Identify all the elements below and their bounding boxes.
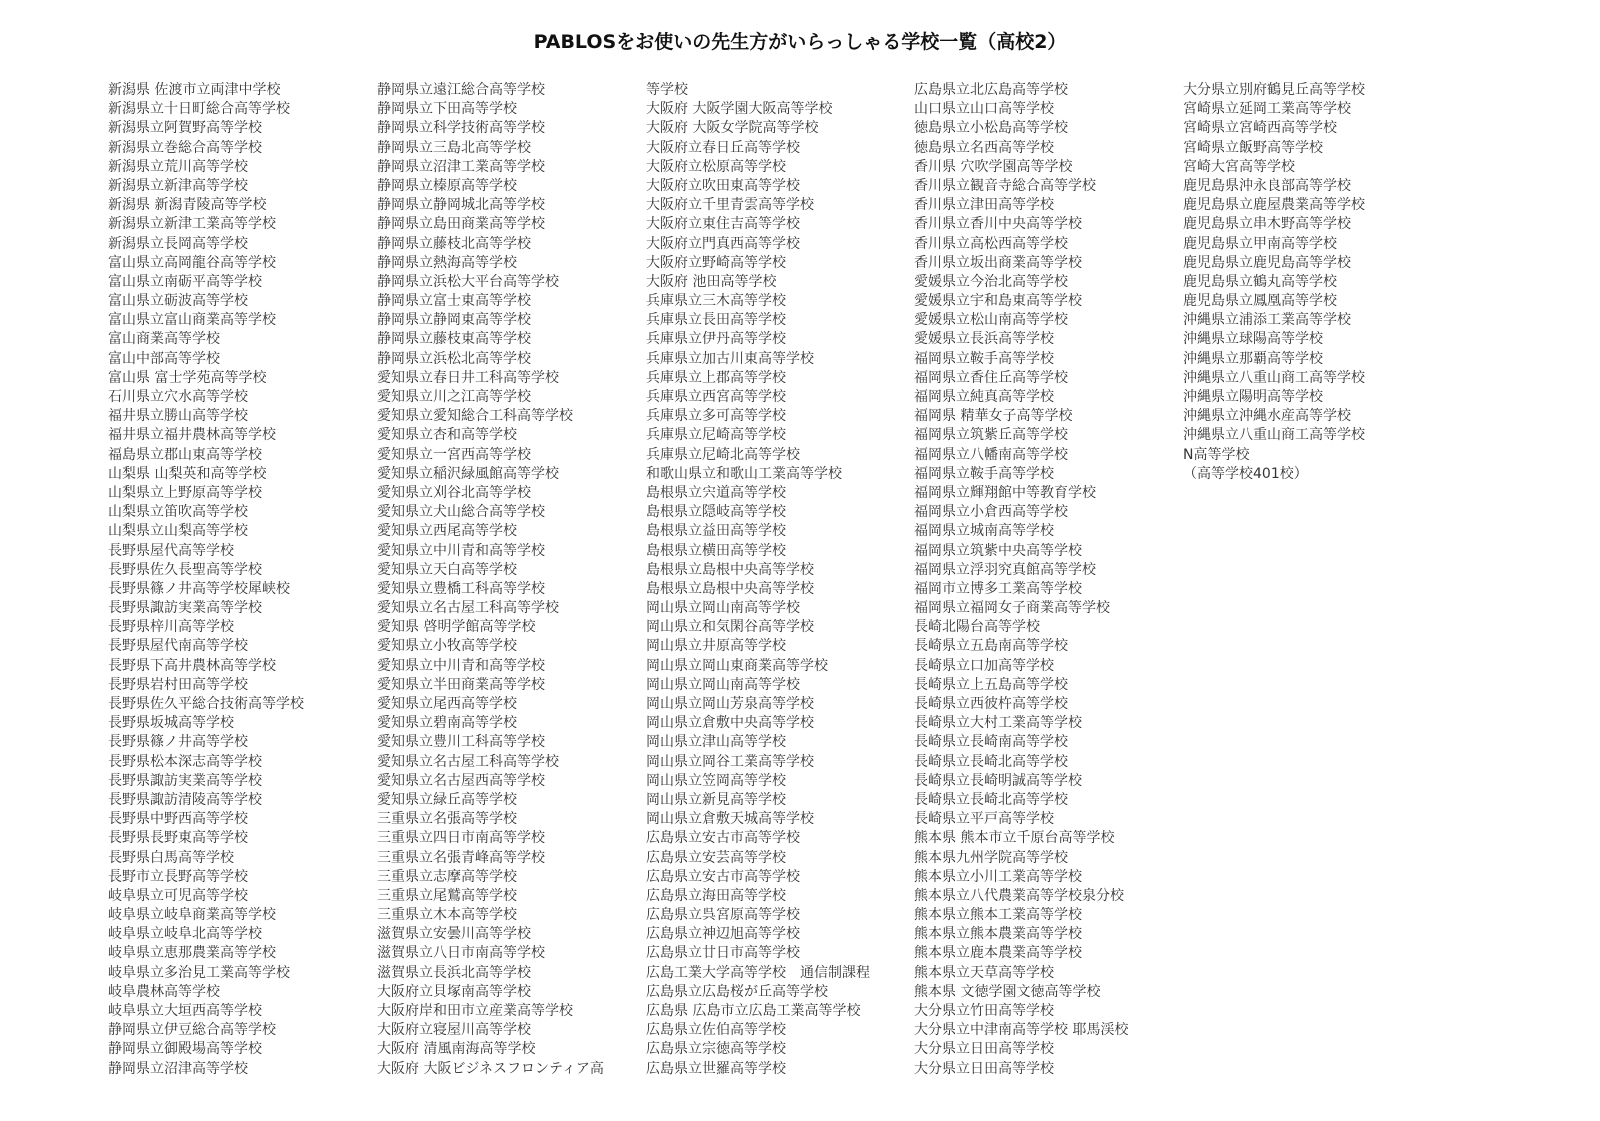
school-list-item: 静岡県立三島北高等学校 (377, 139, 531, 156)
school-list-item: 福岡県立香住丘高等学校 (914, 369, 1068, 386)
school-list-item: 岡山県立岡谷工業高等学校 (646, 753, 814, 770)
school-list-item: 香川県立坂出商業高等学校 (914, 254, 1082, 271)
school-list-item: 兵庫県立尼崎高等学校 (646, 427, 786, 444)
school-list-item: 大分県立中津南高等学校 耶馬渓校 (914, 1022, 1129, 1039)
school-list-item: 熊本県立八代農業高等学校泉分校 (914, 887, 1124, 904)
school-list-item: 静岡県立熱海高等学校 (377, 254, 517, 271)
school-list-item: 愛知県立中川青和高等学校 (377, 657, 545, 674)
school-list-item: 静岡県立遠江総合高等学校 (377, 82, 545, 98)
school-list-item: 鹿児島県立鶴丸高等学校 (1183, 273, 1337, 290)
school-list-item: 愛知県立天白高等学校 (377, 561, 517, 578)
school-list-item: 長野県篠ノ井高等学校 (108, 734, 248, 751)
school-list-item: 富山県立高岡龍谷高等学校 (108, 254, 276, 271)
school-list-item: 山梨県立上野原高等学校 (108, 484, 262, 501)
school-list-item: 等学校 (646, 82, 688, 98)
school-list-item: 新潟県立阿賀野高等学校 (108, 120, 262, 137)
school-list-item: N高等学校 (1183, 446, 1250, 463)
school-list-item: 兵庫県立長田高等学校 (646, 312, 786, 329)
school-list-item: 愛知県 啓明学館高等学校 (377, 619, 536, 636)
school-list-item: 鹿児島県立鹿児島高等学校 (1183, 254, 1351, 271)
school-list-item: 広島県立世羅高等学校 (646, 1060, 786, 1077)
school-list-item: 宮崎県立飯野高等学校 (1183, 139, 1323, 156)
school-list-item: 岡山県立津山高等学校 (646, 734, 786, 751)
school-list-item: 福岡県立浮羽究真館高等学校 (914, 561, 1096, 578)
school-list-item: 長野県中野西高等学校 (108, 811, 248, 828)
school-list-item: 愛媛県立宇和島東高等学校 (914, 293, 1082, 310)
school-list-item: 長野県諏訪実業高等学校 (108, 772, 262, 789)
school-list-item: 沖縄県立沖縄水産高等学校 (1183, 408, 1351, 425)
school-list-item: 大阪府 大阪女学院高等学校 (646, 120, 819, 137)
school-list-item: 大阪府立貝塚南高等学校 (377, 983, 531, 1000)
school-list-item: 大阪府 大阪学園大阪高等学校 (646, 101, 833, 118)
school-list-item: 大阪府立門真西高等学校 (646, 235, 800, 252)
school-list-item: 三重県立名張高等学校 (377, 811, 517, 828)
school-list-item: 福岡県立筑紫丘高等学校 (914, 427, 1068, 444)
school-list-item: 長野県屋代高等学校 (108, 542, 234, 559)
school-list-item: 静岡県立浜松大平台高等学校 (377, 273, 559, 290)
school-list-item: 岐阜県立岐阜商業高等学校 (108, 907, 276, 924)
school-list-item: 福岡県 精華女子高等学校 (914, 408, 1073, 425)
school-list-item: 鹿児島県立鹿屋農業高等学校 (1183, 197, 1365, 214)
school-list-item: 愛知県立川之江高等学校 (377, 389, 531, 405)
school-column-5 (1183, 81, 1365, 484)
school-list-item: 兵庫県立西宮高等学校 (646, 389, 786, 405)
school-list-item: 新潟県 新潟青陵高等学校 (108, 197, 267, 214)
school-list-item: 愛知県立西尾高等学校 (377, 523, 517, 540)
school-list-item: 新潟県立十日町総合高等学校 (108, 101, 290, 118)
school-list-item: 大阪府立野崎高等学校 (646, 254, 786, 271)
school-list-item: 愛知県立愛知総合工科高等学校 (377, 408, 573, 425)
school-list-item: 兵庫県立加古川東高等学校 (646, 350, 814, 367)
school-list-item: 岐阜農林高等学校 (108, 983, 220, 1000)
school-column-2 (377, 81, 604, 1079)
school-list-item: 香川県立高松西高等学校 (914, 235, 1068, 252)
school-list-item: （高等学校401校） (1183, 465, 1308, 482)
school-list-item: 長野県佐久平総合技術高等学校 (108, 696, 304, 712)
school-list-item: 岡山県立岡山東商業高等学校 (646, 657, 828, 674)
school-list-item: 宮崎県立宮崎西高等学校 (1183, 120, 1337, 137)
school-list-item: 鹿児島県沖永良部高等学校 (1183, 177, 1351, 194)
school-list-item: 愛媛県立長浜高等学校 (914, 331, 1054, 348)
school-list-item: 広島県立安古市高等学校 (646, 830, 800, 847)
school-list-item: 長崎県立大村工業高等学校 (914, 715, 1082, 732)
school-list-item: 熊本県立天草高等学校 (914, 964, 1054, 981)
school-list-item: 長野県諏訪清陵高等学校 (108, 791, 262, 808)
school-list-item: 岡山県立倉敷天城高等学校 (646, 811, 814, 828)
school-list-item: 静岡県立下田高等学校 (377, 101, 517, 118)
school-list-item: 愛媛県立松山南高等学校 (914, 312, 1068, 329)
school-list-item: 香川県立観音寺総合高等学校 (914, 177, 1096, 194)
school-list-item: 滋賀県立安曇川高等学校 (377, 926, 531, 943)
school-list-item: 新潟県立新津高等学校 (108, 177, 248, 194)
school-list-item: 長野県諏訪実業高等学校 (108, 600, 262, 617)
school-list-item: 山梨県立山梨高等学校 (108, 523, 248, 540)
school-list-item: 静岡県立伊豆総合高等学校 (108, 1022, 276, 1039)
school-list-item: 長崎県立口加高等学校 (914, 657, 1054, 674)
school-list-item: 福岡県立福岡女子商業高等学校 (914, 600, 1110, 617)
school-list-item: 大阪府立春日丘高等学校 (646, 139, 800, 156)
school-list-item: 大分県立竹田高等学校 (914, 1003, 1054, 1019)
school-list-item: 岐阜県立岐阜北高等学校 (108, 926, 262, 943)
school-list-item: 愛媛県立今治北高等学校 (914, 273, 1068, 290)
school-list-item: 岐阜県立多治見工業高等学校 (108, 964, 290, 981)
school-list-item: 沖縄県立八重山商工高等学校 (1183, 369, 1365, 386)
school-list-item: 岐阜県立恵那農業高等学校 (108, 945, 276, 962)
school-list-item: 熊本県立小川工業高等学校 (914, 868, 1082, 885)
school-list-item: 長野県坂城高等学校 (108, 715, 234, 732)
school-list-item: 三重県立四日市南高等学校 (377, 830, 545, 847)
school-column-3 (646, 81, 870, 1079)
school-list-item: 静岡県立科学技術高等学校 (377, 120, 545, 137)
school-list-item: 広島県立宗徳高等学校 (646, 1041, 786, 1058)
school-list-item: 岡山県立井原高等学校 (646, 638, 786, 655)
school-list-item: 富山県立富山商業高等学校 (108, 312, 276, 329)
school-list-item: 長野県篠ノ井高等学校犀峡校 (108, 580, 290, 597)
school-list-item: 長野県岩村田高等学校 (108, 676, 248, 693)
school-list-item: 長崎県立長崎南高等学校 (914, 734, 1068, 751)
school-list-item: 兵庫県立尼崎北高等学校 (646, 446, 800, 463)
school-list-item: 福岡県立輝翔館中等教育学校 (914, 484, 1096, 501)
school-list-item: 広島県立海田高等学校 (646, 887, 786, 904)
school-list-item: 山梨県 山梨英和高等学校 (108, 465, 267, 482)
school-list-item: 香川県立香川中央高等学校 (914, 216, 1082, 233)
school-list-item: 山口県立山口高等学校 (914, 101, 1054, 118)
school-list-item: 愛知県立豊橋工科高等学校 (377, 580, 545, 597)
school-list-item: 岡山県立倉敷中央高等学校 (646, 715, 814, 732)
school-list-item: 長崎県立長崎北高等学校 (914, 753, 1068, 770)
school-list-item: 愛知県立豊川工科高等学校 (377, 734, 545, 751)
school-list-item: 熊本県 文徳学園文徳高等学校 (914, 983, 1101, 1000)
school-list-item: 長野県屋代南高等学校 (108, 638, 248, 655)
school-list-item: 広島県立広島桜が丘高等学校 (646, 983, 828, 1000)
school-list-item: 沖縄県立那覇高等学校 (1183, 350, 1323, 367)
school-list-item: 愛知県立犬山総合高等学校 (377, 504, 545, 521)
school-list-item: 島根県立隠岐高等学校 (646, 504, 786, 521)
school-list-item: 長野県白馬高等学校 (108, 849, 234, 866)
school-list-item: 長崎県立上五島高等学校 (914, 676, 1068, 693)
school-list-item: 兵庫県立多可高等学校 (646, 408, 786, 425)
school-list-item: 福岡県立八幡南高等学校 (914, 446, 1068, 463)
school-list-item: 島根県立横田高等学校 (646, 542, 786, 559)
school-list-item: 静岡県立静岡城北高等学校 (377, 197, 545, 214)
school-list-item: 新潟県立巻総合高等学校 (108, 139, 262, 156)
school-list-item: 愛知県立尾西高等学校 (377, 696, 517, 712)
school-list-item: 福岡県立城南高等学校 (914, 523, 1054, 540)
school-list-item: 鹿児島県立串木野高等学校 (1183, 216, 1351, 233)
school-list-item: 大阪府立東住吉高等学校 (646, 216, 800, 233)
school-list-item: 愛知県立春日井工科高等学校 (377, 369, 559, 386)
school-list-item: 岡山県立岡山芳泉高等学校 (646, 696, 814, 712)
school-list-item: 福岡県立鞍手高等学校 (914, 350, 1054, 367)
school-list-item: 愛知県立名古屋工科高等学校 (377, 753, 559, 770)
school-list-item: 愛知県立杏和高等学校 (377, 427, 517, 444)
page-title: PABLOSをお使いの先生方がいらっしゃる学校一覧（高校2） (533, 31, 1067, 53)
school-list-item: 兵庫県立伊丹高等学校 (646, 331, 786, 348)
school-list-item: 岐阜県立可児高等学校 (108, 887, 248, 904)
school-list-item: 長野県松本深志高等学校 (108, 753, 262, 770)
school-list-item: 島根県立宍道高等学校 (646, 484, 786, 501)
school-list-item: 三重県立志摩高等学校 (377, 868, 517, 885)
school-list-item: 静岡県立島田商業高等学校 (377, 216, 545, 233)
school-list-item: 長野県下高井農林高等学校 (108, 657, 276, 674)
school-list-item: 長野市立長野高等学校 (108, 868, 248, 885)
school-list-item: 長崎県立西彼杵高等学校 (914, 696, 1068, 712)
school-list-item: 長野県梓川高等学校 (108, 619, 234, 636)
school-list-item: 愛知県立名古屋西高等学校 (377, 772, 545, 789)
school-list-item: 岡山県立岡山南高等学校 (646, 600, 800, 617)
school-list-item: 大分県立日田高等学校 (914, 1041, 1054, 1058)
school-list-item: 熊本県立鹿本農業高等学校 (914, 945, 1082, 962)
school-list-item: 静岡県立浜松北高等学校 (377, 350, 531, 367)
school-list-item: 静岡県立御殿場高等学校 (108, 1041, 262, 1058)
school-list-item: 富山商業高等学校 (108, 331, 220, 348)
school-list-item: 広島県立北広島高等学校 (914, 82, 1068, 98)
school-list-item: 大分県立別府鶴見丘高等学校 (1183, 82, 1365, 98)
school-list-item: 愛知県立中川青和高等学校 (377, 542, 545, 559)
school-list-item: 岐阜県立大垣西高等学校 (108, 1003, 262, 1019)
school-list-item: 静岡県立富士東高等学校 (377, 293, 531, 310)
school-list-item: 愛知県立碧南高等学校 (377, 715, 517, 732)
school-list-item: 大阪府立吹田東高等学校 (646, 177, 800, 194)
school-list-item: 静岡県立沼津工業高等学校 (377, 158, 545, 175)
school-list-item: 新潟県立荒川高等学校 (108, 158, 248, 175)
school-list-item: 広島県立安芸高等学校 (646, 849, 786, 866)
school-list-item: 熊本県立熊本工業高等学校 (914, 907, 1082, 924)
school-list-item: 大阪府岸和田市立産業高等学校 (377, 1003, 573, 1019)
school-list-item: 三重県立尾鷲高等学校 (377, 887, 517, 904)
school-list-item: 広島工業大学高等学校 通信制課程 (646, 964, 870, 981)
school-list-item: 徳島県立小松島高等学校 (914, 120, 1068, 137)
school-list-item: 滋賀県立長浜北高等学校 (377, 964, 531, 981)
school-list-item: 大阪府 池田高等学校 (646, 273, 777, 290)
school-list-item: 静岡県立藤枝東高等学校 (377, 331, 531, 348)
school-list-item: 愛知県立半田商業高等学校 (377, 676, 545, 693)
school-list-item: 福岡県立小倉西高等学校 (914, 504, 1068, 521)
school-list-item: 岡山県立新見高等学校 (646, 791, 786, 808)
school-list-item: 石川県立穴水高等学校 (108, 389, 248, 405)
school-list-item: 沖縄県立八重山商工高等学校 (1183, 427, 1365, 444)
school-list-item: 長崎北陽台高等学校 (914, 619, 1040, 636)
school-list-item: 富山県立南砺平高等学校 (108, 273, 262, 290)
school-list-item: 島根県立島根中央高等学校 (646, 561, 814, 578)
school-list-item: 大阪府立松原高等学校 (646, 158, 786, 175)
school-list-item: 長野県長野東高等学校 (108, 830, 248, 847)
school-list-item: 滋賀県立八日市南高等学校 (377, 945, 545, 962)
school-list-item: 兵庫県立上郡高等学校 (646, 369, 786, 386)
school-list-item: 富山県立砺波高等学校 (108, 293, 248, 310)
school-list-item: 福岡県立筑紫中央高等学校 (914, 542, 1082, 559)
school-list-item: 鹿児島県立甲南高等学校 (1183, 235, 1337, 252)
school-list-item: 岡山県立笠岡高等学校 (646, 772, 786, 789)
school-list-item: 山梨県立笛吹高等学校 (108, 504, 248, 521)
school-list-item: 大阪府 清風南海高等学校 (377, 1041, 536, 1058)
school-column-1 (108, 81, 304, 1079)
school-list-item: 大阪府立千里青雲高等学校 (646, 197, 814, 214)
school-list-item: 三重県立木本高等学校 (377, 907, 517, 924)
school-list-item: 静岡県立静岡東高等学校 (377, 312, 531, 329)
school-list-item: 長崎県立五島南高等学校 (914, 638, 1068, 655)
school-list-item: 静岡県立藤枝北高等学校 (377, 235, 531, 252)
school-list-item: 富山中部高等学校 (108, 350, 220, 367)
school-list-item: 兵庫県立三木高等学校 (646, 293, 786, 310)
school-list-item: 愛知県立小牧高等学校 (377, 638, 517, 655)
school-list-item: 新潟県 佐渡市立両津中学校 (108, 82, 281, 98)
school-list-item: 島根県立島根中央高等学校 (646, 580, 814, 597)
school-list-item: 徳島県立名西高等学校 (914, 139, 1054, 156)
school-list-item: 広島県立安古市高等学校 (646, 868, 800, 885)
school-list-item: 三重県立名張青峰高等学校 (377, 849, 545, 866)
school-list-item: 島根県立益田高等学校 (646, 523, 786, 540)
school-list-item: 新潟県立長岡高等学校 (108, 235, 248, 252)
school-list-item: 愛知県立一宮西高等学校 (377, 446, 531, 463)
school-list-item: 長野県佐久長聖高等学校 (108, 561, 262, 578)
school-list-item: 長崎県立平戸高等学校 (914, 811, 1054, 828)
school-list-item: 熊本県立熊本農業高等学校 (914, 926, 1082, 943)
school-list-item: 鹿児島県立鳳凰高等学校 (1183, 293, 1337, 310)
school-list-item: 宮崎県立延岡工業高等学校 (1183, 101, 1351, 118)
school-list-item: 広島県立佐伯高等学校 (646, 1022, 786, 1039)
school-list-item: 愛知県立名古屋工科高等学校 (377, 600, 559, 617)
school-list-item: 大阪府 大阪ビジネスフロンティア高 (377, 1060, 604, 1077)
school-list-item: 広島県立呉宮原高等学校 (646, 907, 800, 924)
school-list-item: 熊本県九州学院高等学校 (914, 849, 1068, 866)
school-list-item: 岡山県立和気閑谷高等学校 (646, 619, 814, 636)
school-list-item: 福岡県立純真高等学校 (914, 389, 1054, 405)
school-list-item: 福島県立郡山東高等学校 (108, 446, 262, 463)
school-list-item: 熊本県 熊本市立千原台高等学校 (914, 830, 1115, 847)
school-list-item: 福岡市立博多工業高等学校 (914, 580, 1082, 597)
school-list-item: 長崎県立長崎明誠高等学校 (914, 772, 1082, 789)
school-list-item: 沖縄県立浦添工業高等学校 (1183, 312, 1351, 329)
school-list-item: 大分県立日田高等学校 (914, 1060, 1054, 1077)
school-list-item: 沖縄県立陽明高等学校 (1183, 389, 1323, 405)
school-list-item: 大阪府立寝屋川高等学校 (377, 1022, 531, 1039)
school-list-item: 富山県 富士学苑高等学校 (108, 369, 267, 386)
school-list-item: 広島県立神辺旭高等学校 (646, 926, 800, 943)
school-list-item: 香川県 穴吹学園高等学校 (914, 158, 1073, 175)
school-list-item: 広島県立廿日市高等学校 (646, 945, 800, 962)
school-list-item: 広島県 広島市立広島工業高等学校 (646, 1003, 861, 1019)
school-list-item: 福井県立福井農林高等学校 (108, 427, 276, 444)
school-list-item: 沖縄県立球陽高等学校 (1183, 331, 1323, 348)
school-column-4 (914, 81, 1128, 1079)
school-list-item: 静岡県立榛原高等学校 (377, 177, 517, 194)
school-list-item: 福岡県立鞍手高等学校 (914, 465, 1054, 482)
school-list-item: 愛知県立緑丘高等学校 (377, 791, 517, 808)
school-list-item: 福井県立勝山高等学校 (108, 408, 248, 425)
school-list-item: 宮崎大宮高等学校 (1183, 158, 1295, 175)
school-list-item: 新潟県立新津工業高等学校 (108, 216, 276, 233)
school-list-item: 和歌山県立和歌山工業高等学校 (646, 465, 842, 482)
school-list-item: 長崎県立長崎北高等学校 (914, 791, 1068, 808)
school-list-item: 愛知県立刈谷北高等学校 (377, 484, 531, 501)
school-list-item: 静岡県立沼津高等学校 (108, 1060, 248, 1077)
school-list-item: 岡山県立岡山南高等学校 (646, 676, 800, 693)
school-list-item: 愛知県立稲沢緑風館高等学校 (377, 465, 559, 482)
school-list-item: 香川県立津田高等学校 (914, 197, 1054, 214)
